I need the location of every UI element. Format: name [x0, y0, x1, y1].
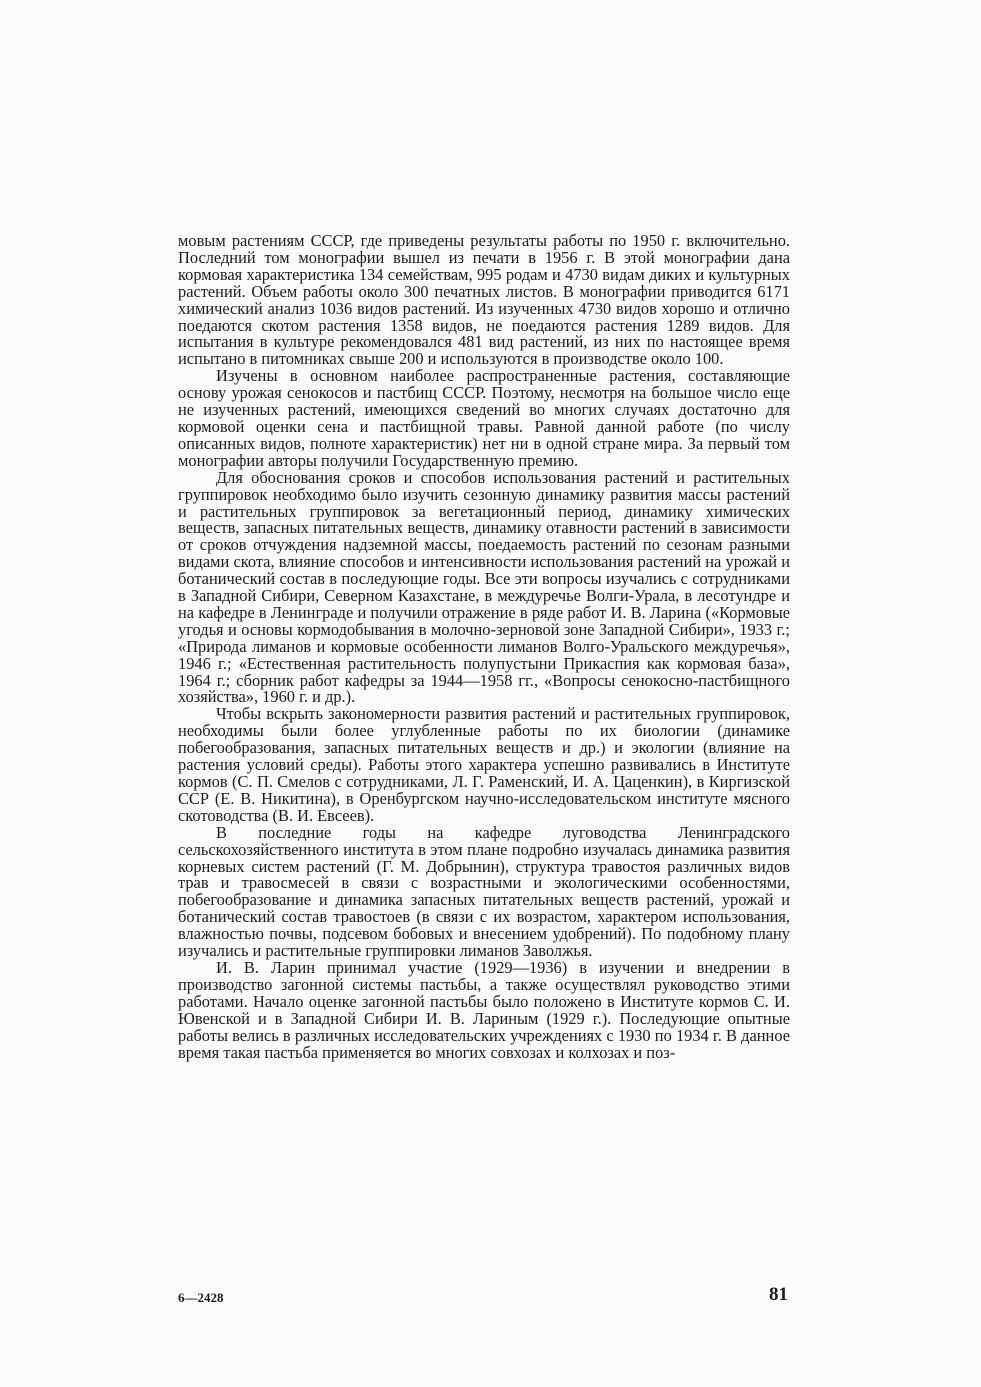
page-footer — [178, 1284, 790, 1308]
paragraph: мовым растениям СССР, где приведены результаты работы по 1950 г. включительно. Последний том монографии вышел из печати в 1956 г. В этой монографии дана кормовая характеристика 134 семействам, 995 родам и 4730 видам диких и культурных растений. Объем работы около 300 печатных листов. В монографии приводится 6171 химический анализ 1036 видов растений. Из изученных 4730 видов хорошо и отлично поедаются скотом растения 1358 видов, не поедаются растения 1289 видов. Для испытания в культуре рекомендовался 481 вид растений, из них по настоящее время испытано в питомниках свыше 200 и используются в производстве около 100. — [178, 231, 790, 369]
paragraph: В последние годы на кафедре луговодства Ленинградского сельскохозяйственного института в этом плане подробно изучалась динамика развития корневых систем растений (Г. М. Добрынин), структура травостоя различных видов трав и травосмесей в связи с возрастными и экологическими особенностями, побегообразование и динамика запасных питательных веществ растений, урожай и ботанический состав травостоев (в связи с их возрастом, характером использования, влажностью почвы, подсевом бобовых и внесением удобрений). По подобному плану изучались и растительные группировки лиманов Заволжья. — [178, 822, 790, 961]
printer-signature: 6—2428 — [178, 1290, 224, 1305]
body-text — [178, 233, 790, 1061]
paragraph: Изучены в основном наиболее распространенные растения, составляющие основу урожая сенокосов и пастбищ СССР. Поэтому, несмотря на большое число еще не изученных растений, имеющихся сведений во многих случаях достаточно для кормовой оценки сена и пастбищной травы. Равной данной работе (по числу описанных видов, полноте характеристик) нет ни в одной стране мира. За первый том монографии авторы получили Государственную премию. — [178, 366, 790, 470]
paragraph: Чтобы вскрыть закономерности развития растений и растительных группировок, необходимы были более углубленные работы по их биологии (динамике побегообразования, запасных питательных веществ и др.) и экологии (влияние на растения условий среды). Работы этого характера успешно развивались в Институте кормов (С. П. Смелов с сотрудниками, Л. Г. Раменский, И. А. Цаценкин), в Киргизской ССР (Е. В. Никитина), в Оренбургском научно-исследовательском институте мясного скотоводства (В. И. Евсеев). — [178, 704, 790, 825]
page-number: 81 — [769, 1284, 788, 1305]
paragraph: Для обоснования сроков и способов использования растений и растительных группировок необходимо было изучить сезонную динамику развития массы растений и растительных группировок за вегетационный период, динамику химических веществ, запасных питательных веществ, динамику отавности растений в зависимости от сроков отчуждения надземной массы, поедаемость растений по сезонам разными видами скота, влияние способов и интенсивности использования растений на урожай и ботанический состав в последующие годы. Все эти вопросы изучались с сотрудниками в Западной Сибири, Северном Казахстане, в междуречье Волги-Урала, в лесотундре и на кафедре в Ленинграде и получили отражение в ряде работ И. В. Ларина («Кормовые угодья и основы кормодобывания в молочно-зерновой зоне Западной Сибири», 1933 г.; «Природа лиманов и кормовые особенности лиманов Волго-Уральского междуречья», 1946 г.; «Естественная растительность полупустыни Прикаспия как кормовая база», 1964 г.; сборник работ кафедры за 1944—1958 гг., «Вопросы сенокосно-пастбищного хозяйства», 1960 г. и др.). — [178, 467, 790, 707]
paragraph: И. В. Ларин принимал участие (1929—1936) в изучении и внедрении в производство загонной системы пастьбы, а также осуществлял руководство этими работами. Начало оценке загонной пастьбы было положено в Институте кормов С. И. Ювенской и в Западной Сибири И. В. Лариным (1929 г.). Последующие опытные работы велись в различных исследовательских учреждениях с 1930 по 1934 г. В данное время такая пастьба применяется во многих совхозах и колхозах и поз- — [178, 957, 790, 1062]
